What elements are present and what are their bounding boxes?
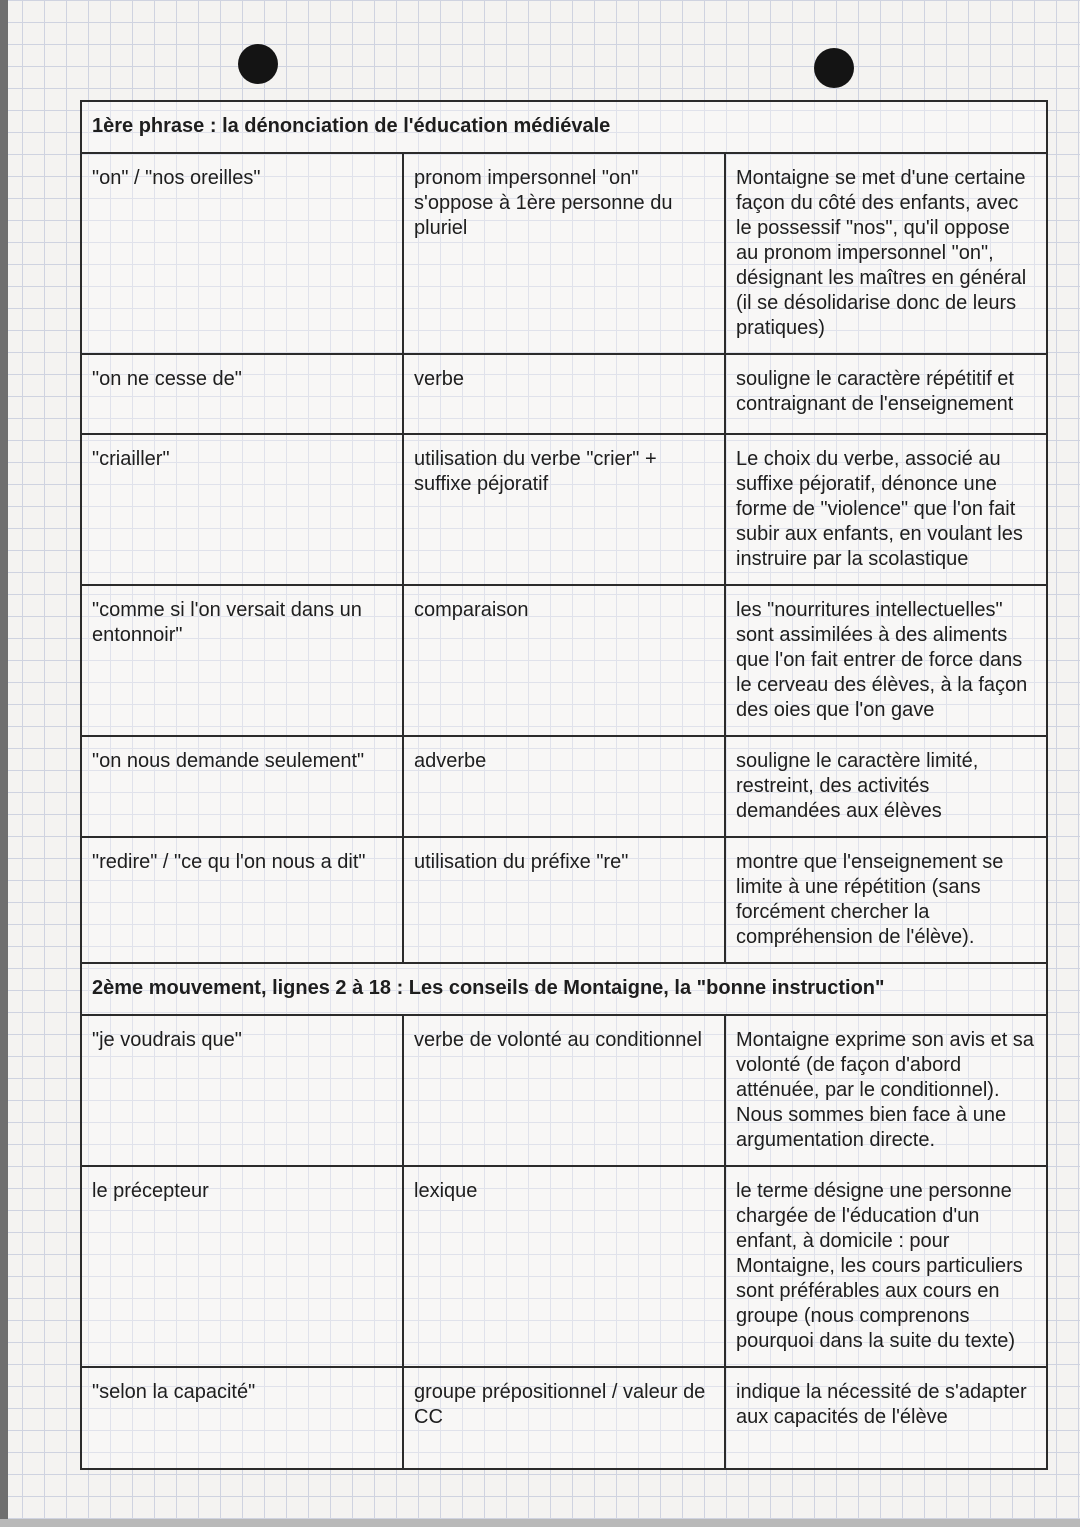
citation-cell: "comme si l'on versait dans un entonnoir" <box>81 585 403 736</box>
interpretation-cell: le terme désigne une personne chargée de l'éducation d'un enfant, à domicile : pour Montaigne, les cours particuliers sont préférables aux cours en groupe (nous comprenons pourquoi dans la suite du texte) <box>725 1166 1047 1367</box>
interpretation-cell: Le choix du verbe, associé au suffixe péjoratif, dénonce une forme de "violence" que l'on fait subir aux enfants, en voulant les instruire par la scolastique <box>725 434 1047 585</box>
interpretation-cell: souligne le caractère limité, restreint, des activités demandées aux élèves <box>725 736 1047 837</box>
section-header-row <box>81 101 1047 153</box>
procede-cell: utilisation du préfixe "re" <box>403 837 725 963</box>
procede-cell: utilisation du verbe "crier" + suffixe péjoratif <box>403 434 725 585</box>
procede-cell: pronom impersonnel "on" s'oppose à 1ère personne du pluriel <box>403 153 725 354</box>
table-row <box>81 354 1047 434</box>
table-row <box>81 1166 1047 1367</box>
citation-cell: "je voudrais que" <box>81 1015 403 1166</box>
analysis-table <box>80 100 1048 1470</box>
procede-cell: adverbe <box>403 736 725 837</box>
table-row <box>81 585 1047 736</box>
citation-cell: le précepteur <box>81 1166 403 1367</box>
table-row <box>81 434 1047 585</box>
citation-cell: "on nous demande seulement" <box>81 736 403 837</box>
citation-cell: "redire" / "ce qu l'on nous a dit" <box>81 837 403 963</box>
citation-cell: "selon la capacité" <box>81 1367 403 1469</box>
procede-cell: verbe <box>403 354 725 434</box>
interpretation-cell: souligne le caractère répétitif et contraignant de l'enseignement <box>725 354 1047 434</box>
citation-cell: "on ne cesse de" <box>81 354 403 434</box>
binder-hole-left <box>238 44 278 84</box>
section-header-row <box>81 963 1047 1015</box>
page-left-shadow <box>0 0 8 1527</box>
binder-hole-right <box>814 48 854 88</box>
procede-cell: verbe de volonté au conditionnel <box>403 1015 725 1166</box>
citation-cell: "criailler" <box>81 434 403 585</box>
interpretation-cell: montre que l'enseignement se limite à une répétition (sans forcément chercher la compréhension de l'élève). <box>725 837 1047 963</box>
procede-cell: lexique <box>403 1166 725 1367</box>
section2-title: 2ème mouvement, lignes 2 à 18 : Les conseils de Montaigne, la "bonne instruction" <box>81 963 1047 1015</box>
page-bottom-shadow <box>0 1519 1080 1527</box>
table-row <box>81 736 1047 837</box>
interpretation-cell: indique la nécessité de s'adapter aux capacités de l'élève <box>725 1367 1047 1469</box>
table-row <box>81 153 1047 354</box>
procede-cell: groupe prépositionnel / valeur de CC <box>403 1367 725 1469</box>
interpretation-cell: Montaigne exprime son avis et sa volonté (de façon d'abord atténuée, par le conditionnel). Nous sommes bien face à une argumentation directe. <box>725 1015 1047 1166</box>
table-row <box>81 837 1047 963</box>
interpretation-cell: Montaigne se met d'une certaine façon du côté des enfants, avec le possessif "nos", qu'il oppose au pronom impersonnel "on", désignant les maîtres en général (il se désolidarise donc de leurs pratiques) <box>725 153 1047 354</box>
table-row <box>81 1367 1047 1469</box>
interpretation-cell: les "nourritures intellectuelles" sont assimilées à des aliments que l'on fait entrer de force dans le cerveau des élèves, à la façon des oies que l'on gave <box>725 585 1047 736</box>
procede-cell: comparaison <box>403 585 725 736</box>
section1-title: 1ère phrase : la dénonciation de l'éducation médiévale <box>81 101 1047 153</box>
table-row <box>81 1015 1047 1166</box>
citation-cell: "on" / "nos oreilles" <box>81 153 403 354</box>
